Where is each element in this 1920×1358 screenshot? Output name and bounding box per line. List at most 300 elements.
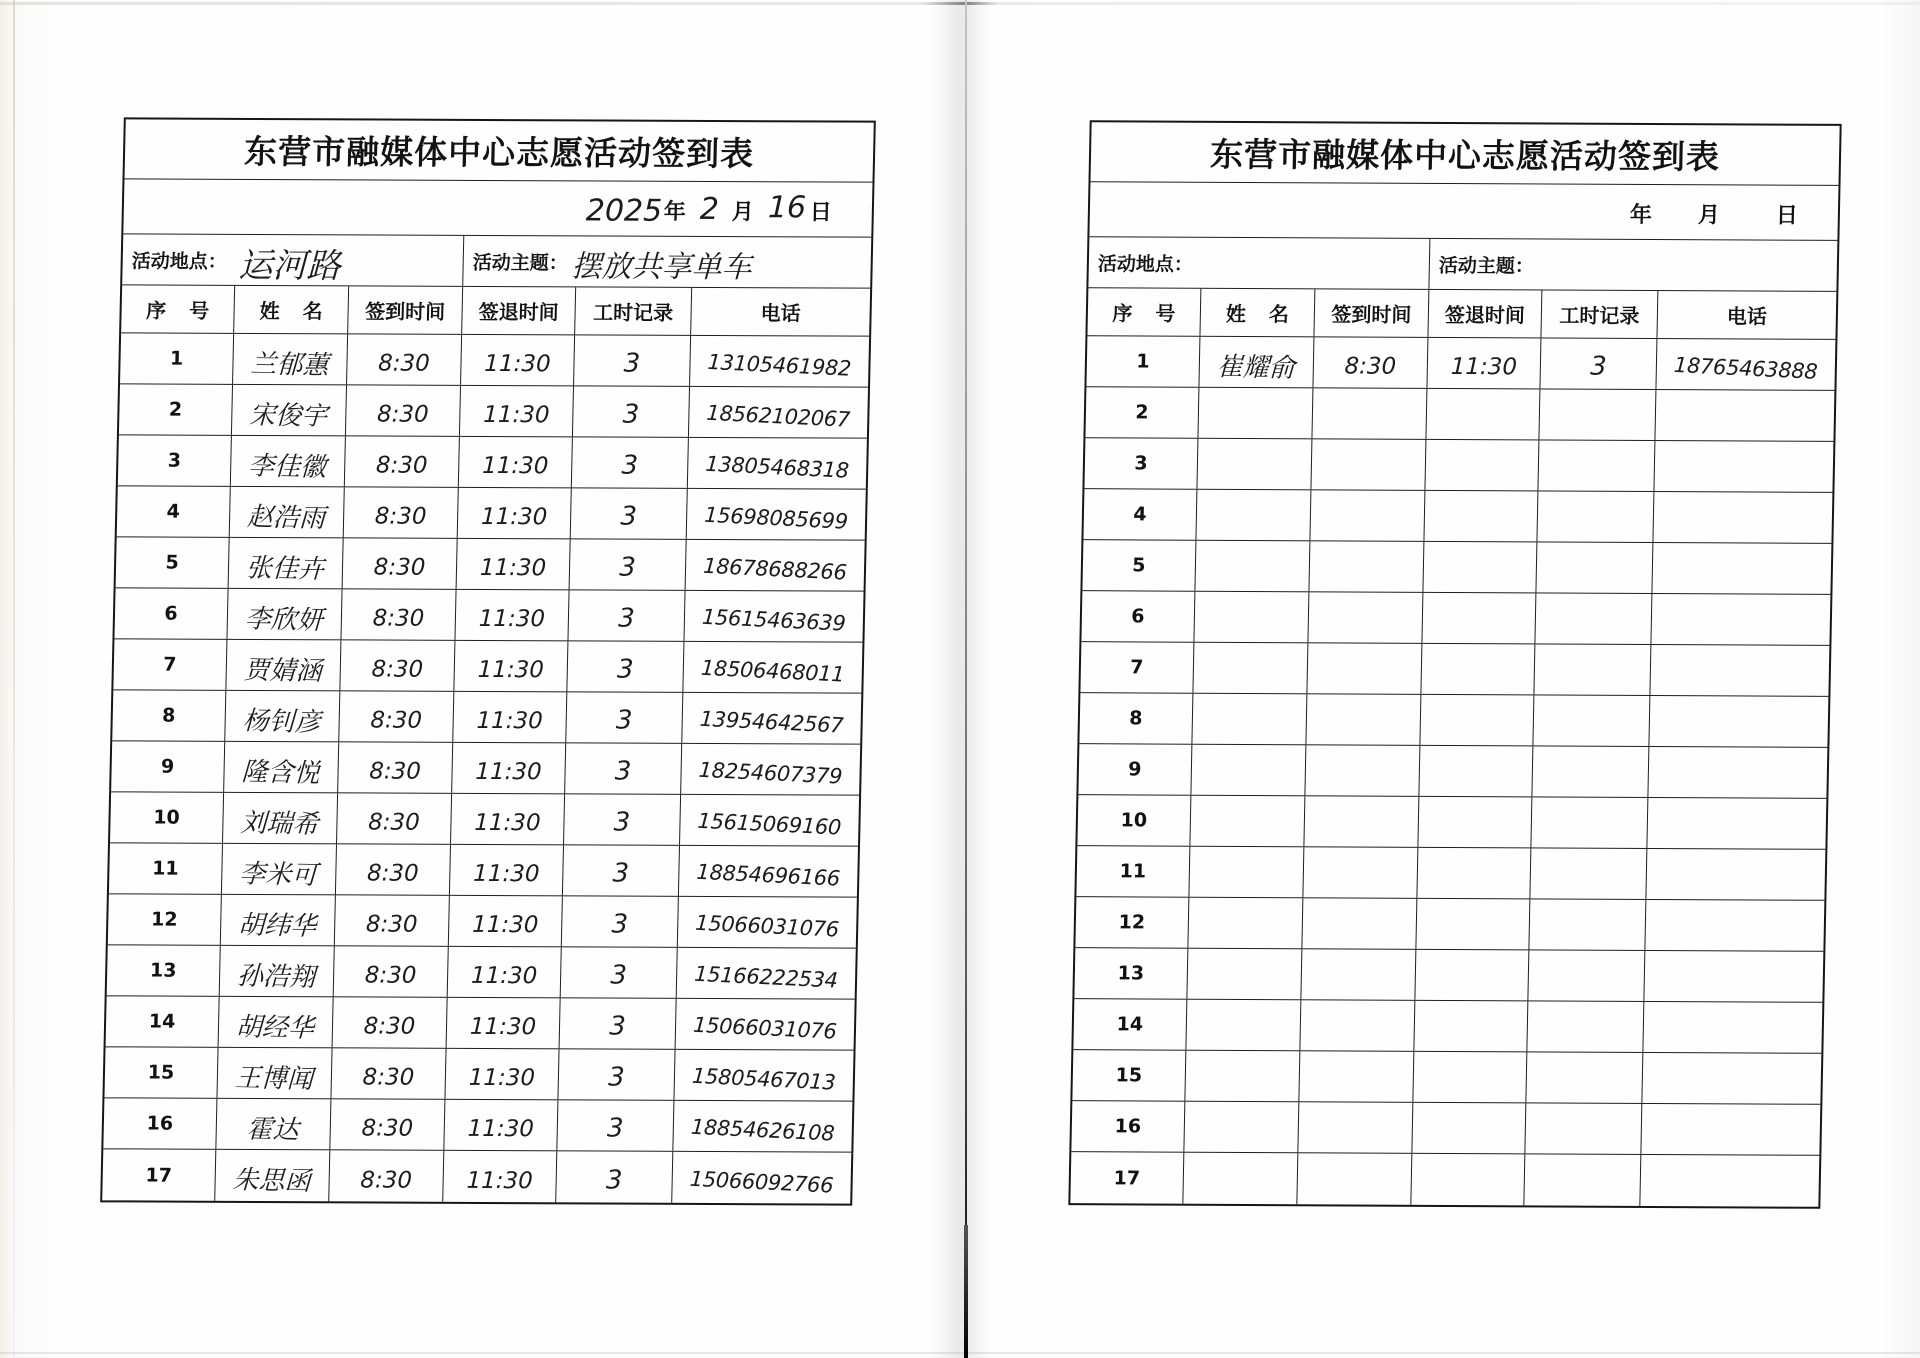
activity-info-row xyxy=(122,234,871,288)
col-header-serial-no: 序 号 xyxy=(1087,288,1201,336)
cell-sign-in-time xyxy=(338,742,453,792)
cell-sign-in-time xyxy=(1312,388,1427,439)
cell-name xyxy=(1192,694,1307,745)
col-header-serial-no: 序 号 xyxy=(121,285,235,332)
activity-theme xyxy=(463,236,871,288)
cell-work-hours xyxy=(1524,1154,1641,1206)
cell-sign-in-time xyxy=(341,589,456,639)
cell-sign-out-time xyxy=(461,335,575,385)
cell-phone xyxy=(1640,1155,1819,1207)
cell-phone xyxy=(681,744,860,795)
cell-name xyxy=(217,1048,332,1098)
phone-handwriting: 15066092766 xyxy=(689,1166,835,1198)
name-handwriting: 李欣妍 xyxy=(244,603,324,636)
cell-phone xyxy=(1647,798,1826,849)
cell-serial-no: 16 xyxy=(1071,1101,1185,1152)
cell-serial-no: 17 xyxy=(1070,1152,1184,1204)
cell-phone xyxy=(672,1152,851,1204)
cell-name xyxy=(220,946,335,996)
phone-handwriting: 15066031076 xyxy=(692,1012,838,1044)
cell-sign-out-time xyxy=(447,998,561,1048)
activity-info-row xyxy=(1088,237,1837,292)
cell-phone xyxy=(690,336,869,387)
cell-sign-in-time xyxy=(347,334,462,384)
cell-name xyxy=(216,1099,331,1149)
cell-phone xyxy=(680,795,859,846)
table-row xyxy=(1071,1101,1820,1156)
table-row xyxy=(104,1047,853,1101)
cell-work-hours xyxy=(1527,1001,1644,1052)
cell-work-hours xyxy=(562,896,679,947)
cell-serial-no: 5 xyxy=(1082,540,1196,591)
cell-name xyxy=(225,691,340,741)
table-row xyxy=(1083,489,1832,544)
date-year-label: 年 xyxy=(1629,201,1653,228)
table-row xyxy=(110,792,859,846)
cell-sign-out-time xyxy=(454,641,568,691)
cell-serial-no: 1 xyxy=(1086,336,1200,387)
phone-handwriting: 18854696166 xyxy=(695,859,841,891)
phone-handwriting: 18678688266 xyxy=(702,553,848,585)
date-row xyxy=(123,179,872,237)
cell-sign-out-time xyxy=(1426,389,1540,440)
phone-handwriting: 18854626108 xyxy=(690,1114,836,1146)
cell-work-hours xyxy=(565,743,682,794)
sign-out-time-handwriting: 11:30 xyxy=(480,503,548,531)
name-handwriting: 王博闻 xyxy=(234,1062,314,1095)
sign-out-time-handwriting: 11:30 xyxy=(479,554,547,582)
cell-name xyxy=(1195,541,1310,592)
cell-name xyxy=(1196,490,1311,541)
date-day-label: 日 xyxy=(1775,202,1799,229)
phone-handwriting: 18765463888 xyxy=(1673,352,1819,384)
col-header-phone: 电话 xyxy=(1726,304,1768,329)
cell-sign-out-time xyxy=(1413,1052,1527,1103)
cell-serial-no: 14 xyxy=(106,996,220,1046)
table-row xyxy=(1082,540,1831,595)
sign-out-time-handwriting: 11:30 xyxy=(469,1013,537,1041)
table-row xyxy=(1074,948,1823,1003)
cell-serial-no: 2 xyxy=(1085,387,1199,438)
cell-name xyxy=(1199,337,1314,388)
cell-work-hours xyxy=(556,1151,673,1203)
cell-name xyxy=(219,997,334,1047)
cell-serial-no: 1 xyxy=(120,333,234,383)
sign-in-time-handwriting: 8:30 xyxy=(365,911,418,938)
cell-sign-out-time xyxy=(1420,695,1534,746)
col-header-name: 姓 名 xyxy=(1200,289,1315,337)
table-row xyxy=(1077,795,1826,850)
sign-out-time-handwriting: 11:30 xyxy=(482,401,550,429)
table-row xyxy=(1086,336,1835,391)
cell-phone xyxy=(679,846,858,897)
cell-sign-in-time xyxy=(1303,847,1418,898)
cell-sign-out-time xyxy=(457,539,571,589)
table-row xyxy=(1078,744,1827,799)
cell-phone xyxy=(678,897,857,948)
table-row xyxy=(1084,438,1833,493)
phone-handwriting: 13805468318 xyxy=(704,451,850,483)
work-hours-handwriting: 3 xyxy=(622,399,640,430)
cell-sign-out-time xyxy=(455,590,569,640)
name-handwriting: 孙浩翔 xyxy=(236,960,317,993)
cell-sign-out-time xyxy=(1427,338,1541,389)
work-hours-handwriting: 3 xyxy=(621,450,639,481)
date-day-value: 16 xyxy=(767,190,807,226)
cell-name xyxy=(1193,643,1308,694)
cell-sign-in-time xyxy=(1298,1102,1413,1153)
cell-work-hours xyxy=(571,488,688,539)
phone-handwriting: 15698085699 xyxy=(703,502,849,534)
name-handwriting: 贾婧涵 xyxy=(243,654,323,687)
table-header xyxy=(121,285,870,336)
date-month-value: 2 xyxy=(699,191,720,228)
cell-work-hours xyxy=(574,335,691,386)
cell-work-hours xyxy=(1531,797,1648,848)
phone-handwriting: 13954642567 xyxy=(699,706,845,738)
cell-sign-in-time xyxy=(345,436,460,486)
cell-phone xyxy=(686,540,865,591)
col-header-sign-out-time: 签退时间 xyxy=(1428,290,1542,338)
sign-in-time-handwriting: 8:30 xyxy=(371,656,424,683)
cell-sign-in-time xyxy=(1301,949,1416,1000)
cell-sign-in-time xyxy=(1305,745,1420,796)
cell-name xyxy=(230,487,345,537)
work-hours-handwriting: 3 xyxy=(614,756,632,787)
page-fold-line xyxy=(965,0,967,1358)
cell-serial-no: 3 xyxy=(118,435,232,485)
cell-work-hours xyxy=(560,998,677,1049)
cell-work-hours xyxy=(566,692,683,743)
cell-work-hours xyxy=(1538,440,1655,491)
cell-sign-out-time xyxy=(1425,440,1539,491)
work-hours-handwriting: 3 xyxy=(610,960,628,991)
work-hours-handwriting: 3 xyxy=(617,603,636,634)
phone-handwriting: 13105461982 xyxy=(706,349,852,381)
cell-sign-out-time xyxy=(444,1100,558,1150)
cell-sign-in-time xyxy=(1304,796,1419,847)
cell-sign-out-time xyxy=(1415,950,1529,1001)
table-row xyxy=(1079,693,1828,748)
cell-name xyxy=(1191,745,1306,796)
phone-handwriting: 15166222534 xyxy=(693,961,839,993)
cell-work-hours xyxy=(572,437,689,488)
sign-in-time-handwriting: 8:30 xyxy=(364,962,417,989)
cell-name xyxy=(222,844,337,894)
activity-location-label: 活动地点： xyxy=(1097,252,1194,276)
cell-sign-out-time xyxy=(449,896,563,946)
cell-phone xyxy=(1650,645,1829,696)
col-header-sign-in-time: 签到时间 xyxy=(348,286,463,333)
date-row xyxy=(1089,182,1838,241)
cell-serial-no: 7 xyxy=(1080,642,1194,693)
table-row xyxy=(103,1098,852,1152)
table-row xyxy=(118,435,867,489)
cell-work-hours xyxy=(1525,1103,1642,1154)
cell-serial-no: 8 xyxy=(1079,693,1193,744)
cell-name xyxy=(215,1150,330,1201)
name-handwriting: 霍达 xyxy=(246,1114,300,1146)
cell-phone xyxy=(1641,1104,1820,1155)
cell-work-hours xyxy=(570,539,687,590)
cell-phone xyxy=(689,387,868,438)
cell-serial-no: 2 xyxy=(119,384,233,434)
sign-out-time-handwriting: 11:30 xyxy=(478,605,546,633)
cell-work-hours xyxy=(1533,695,1650,746)
work-hours-handwriting: 3 xyxy=(616,654,634,685)
cell-work-hours xyxy=(1530,848,1647,899)
sign-in-time-handwriting: 8:30 xyxy=(377,350,431,377)
cell-serial-no: 17 xyxy=(102,1149,216,1200)
cell-sign-out-time xyxy=(1418,797,1532,848)
cell-phone xyxy=(683,642,862,693)
work-hours-handwriting: 3 xyxy=(1589,351,1607,382)
cell-sign-in-time xyxy=(344,487,459,537)
work-hours-handwriting: 3 xyxy=(613,807,631,838)
col-header-phone: 电话 xyxy=(760,301,801,326)
cell-phone xyxy=(676,999,855,1050)
cell-phone xyxy=(1649,696,1828,747)
col-header-work-hours: 工时记录 xyxy=(1541,290,1658,338)
cell-sign-in-time xyxy=(1306,694,1421,745)
name-handwriting: 李米可 xyxy=(239,858,319,891)
phone-handwriting: 18254607379 xyxy=(698,757,844,789)
cell-sign-out-time xyxy=(453,692,567,742)
cell-sign-out-time xyxy=(450,845,564,895)
sign-in-time-handwriting: 8:30 xyxy=(361,1115,414,1142)
cell-serial-no: 10 xyxy=(110,792,224,842)
cell-phone xyxy=(1655,390,1834,441)
activity-theme xyxy=(1429,239,1837,291)
sign-in-time-handwriting: 8:30 xyxy=(362,1064,415,1091)
work-hours-handwriting: 3 xyxy=(608,1011,627,1042)
cell-work-hours xyxy=(558,1049,675,1100)
cell-work-hours xyxy=(557,1100,674,1151)
cell-name xyxy=(231,436,346,486)
cell-sign-out-time xyxy=(1416,899,1530,950)
cell-serial-no: 6 xyxy=(1081,591,1195,642)
cell-serial-no: 5 xyxy=(116,537,230,587)
work-hours-handwriting: 3 xyxy=(618,552,637,583)
table-row xyxy=(107,945,856,999)
col-header-sign-in-time: 签到时间 xyxy=(1314,289,1429,337)
phone-handwriting: 18506468011 xyxy=(700,655,846,687)
cell-sign-in-time xyxy=(334,946,449,996)
sign-out-time-handwriting: 11:30 xyxy=(466,1167,534,1194)
sign-out-time-handwriting: 11:30 xyxy=(472,860,540,888)
table-row xyxy=(1080,642,1829,697)
table-row xyxy=(1073,999,1822,1054)
work-hours-handwriting: 3 xyxy=(606,1113,624,1144)
name-handwriting: 胡纬华 xyxy=(238,909,318,942)
cell-phone xyxy=(1652,543,1831,594)
activity-location-label: 活动地点： xyxy=(131,249,227,273)
name-handwriting: 李佳徽 xyxy=(248,450,328,483)
date-year-label: 年 xyxy=(663,198,687,225)
sign-out-time-handwriting: 11:30 xyxy=(1450,353,1518,381)
cell-serial-no: 6 xyxy=(114,588,228,638)
sign-in-time-handwriting: 8:30 xyxy=(374,503,427,530)
cell-sign-in-time xyxy=(331,1048,446,1098)
name-handwriting: 赵浩雨 xyxy=(246,501,327,534)
cell-work-hours xyxy=(573,386,690,437)
cell-sign-out-time xyxy=(448,947,562,997)
sign-in-time-handwriting: 8:30 xyxy=(363,1013,416,1040)
cell-work-hours xyxy=(1536,542,1653,593)
table-row xyxy=(106,996,855,1050)
work-hours-handwriting: 3 xyxy=(607,1062,626,1093)
cell-serial-no: 15 xyxy=(104,1047,218,1097)
cell-name xyxy=(1184,1102,1299,1153)
cell-serial-no: 4 xyxy=(117,486,231,536)
cell-sign-out-time xyxy=(459,437,573,487)
sign-out-time-handwriting: 11:30 xyxy=(476,707,544,735)
phone-handwriting: 15615069160 xyxy=(696,808,842,840)
cell-name xyxy=(1197,439,1312,490)
cell-name xyxy=(1187,949,1302,1000)
cell-work-hours xyxy=(1537,491,1654,542)
activity-theme-value: 摆放共享单车 xyxy=(571,249,753,286)
cell-sign-in-time xyxy=(336,844,451,894)
page-fold-dark-end xyxy=(964,1225,968,1358)
table-row xyxy=(1072,1050,1821,1105)
table-row xyxy=(114,588,863,642)
phone-handwriting: 15615463639 xyxy=(701,604,847,636)
cell-phone xyxy=(674,1050,853,1101)
cell-name xyxy=(233,334,348,384)
cell-phone xyxy=(1651,594,1830,645)
cell-name xyxy=(1190,796,1305,847)
work-hours-handwriting: 3 xyxy=(611,909,629,940)
cell-work-hours xyxy=(1532,746,1649,797)
activity-location-value: 运河路 xyxy=(238,245,342,286)
cell-name xyxy=(1198,388,1313,439)
cell-serial-no: 4 xyxy=(1083,489,1197,540)
cell-phone xyxy=(688,438,867,489)
table-row xyxy=(1081,591,1830,646)
table-row xyxy=(1070,1152,1819,1207)
cell-serial-no: 9 xyxy=(1078,744,1192,795)
activity-theme-label: 活动主题： xyxy=(472,251,568,274)
cell-sign-in-time xyxy=(339,691,454,741)
name-handwriting: 杨钊彦 xyxy=(242,705,322,738)
cell-work-hours xyxy=(1528,950,1645,1001)
date-year-value: 2025 xyxy=(585,193,663,229)
table-row xyxy=(108,894,857,948)
sign-out-time-handwriting: 11:30 xyxy=(475,758,543,786)
cell-serial-no: 14 xyxy=(1073,999,1187,1050)
table-row xyxy=(112,690,861,744)
table-row xyxy=(116,537,865,591)
cell-sign-in-time xyxy=(1307,643,1422,694)
cell-sign-in-time xyxy=(1311,439,1426,490)
cell-serial-no: 13 xyxy=(107,945,221,995)
cell-sign-in-time xyxy=(329,1150,444,1201)
cell-sign-out-time xyxy=(458,488,572,538)
cell-name xyxy=(221,895,336,945)
sign-in-time-handwriting: 8:30 xyxy=(376,401,429,428)
cell-sign-in-time xyxy=(1309,541,1424,592)
cell-name xyxy=(232,385,347,435)
sign-in-time-handwriting: 8:30 xyxy=(366,860,419,887)
cell-sign-in-time xyxy=(1302,898,1417,949)
signin-sheet-1 xyxy=(100,117,876,1205)
col-header-name: 姓 名 xyxy=(234,286,349,333)
cell-sign-in-time xyxy=(335,895,450,945)
cell-work-hours xyxy=(568,590,685,641)
cell-serial-no: 11 xyxy=(1076,846,1190,897)
sign-in-time-handwriting: 8:30 xyxy=(368,758,422,785)
work-hours-handwriting: 3 xyxy=(620,501,638,532)
cell-phone xyxy=(1642,1053,1821,1104)
sign-in-time-handwriting: 8:30 xyxy=(370,707,423,734)
cell-phone xyxy=(677,948,856,999)
cell-sign-out-time xyxy=(1412,1103,1526,1154)
cell-sign-in-time xyxy=(340,640,455,690)
table-row xyxy=(111,741,860,795)
cell-serial-no: 13 xyxy=(1074,948,1188,999)
sheet-title: 东营市融媒体中心志愿活动签到表 xyxy=(1090,122,1839,186)
name-handwriting: 朱思函 xyxy=(232,1165,312,1197)
sign-out-time-handwriting: 11:30 xyxy=(477,656,545,684)
cell-sign-in-time xyxy=(1299,1051,1414,1102)
sign-in-time-handwriting: 8:30 xyxy=(360,1166,413,1194)
phone-handwriting: 15805467013 xyxy=(691,1063,837,1095)
col-header-sign-out-time: 签退时间 xyxy=(462,287,576,334)
cell-sign-in-time xyxy=(1308,592,1423,643)
col-header-work-hours: 工时记录 xyxy=(575,287,692,335)
cell-sign-out-time xyxy=(1421,644,1535,695)
cell-sign-out-time xyxy=(445,1049,559,1099)
table-row xyxy=(1076,846,1825,901)
cell-serial-no: 11 xyxy=(109,843,223,893)
cell-sign-out-time xyxy=(1422,593,1536,644)
cell-sign-out-time xyxy=(443,1151,557,1202)
cell-serial-no: 10 xyxy=(1077,795,1191,846)
cell-name xyxy=(1188,898,1303,949)
cell-phone xyxy=(1646,849,1825,900)
cell-sign-in-time xyxy=(1300,1000,1415,1051)
cell-sign-out-time xyxy=(1423,542,1537,593)
activity-location xyxy=(122,234,464,285)
cell-phone xyxy=(684,591,863,642)
sign-in-time-handwriting: 8:30 xyxy=(1344,353,1397,380)
cell-sign-out-time xyxy=(451,794,565,844)
table-row xyxy=(117,486,866,540)
cell-name xyxy=(1186,1000,1301,1051)
name-handwriting: 张佳卉 xyxy=(245,552,326,585)
signin-sheet-2 xyxy=(1068,120,1841,1209)
cell-work-hours xyxy=(567,641,684,692)
cell-serial-no: 16 xyxy=(103,1098,217,1148)
cell-phone xyxy=(673,1101,852,1152)
cell-serial-no: 7 xyxy=(113,639,227,689)
cell-sign-out-time xyxy=(1414,1001,1528,1052)
cell-phone xyxy=(1645,900,1824,951)
cell-phone xyxy=(1653,492,1832,543)
name-handwriting: 崔耀俞 xyxy=(1216,351,1296,384)
work-hours-handwriting: 3 xyxy=(612,858,630,889)
cell-work-hours xyxy=(1526,1052,1643,1103)
work-hours-handwriting: 3 xyxy=(615,705,633,736)
sign-in-time-handwriting: 8:30 xyxy=(367,809,421,836)
sign-in-time-handwriting: 8:30 xyxy=(375,452,428,479)
table-row xyxy=(119,384,868,438)
table-row xyxy=(102,1149,851,1203)
cell-phone xyxy=(687,489,866,540)
cell-name xyxy=(224,742,339,792)
cell-name xyxy=(223,793,338,843)
